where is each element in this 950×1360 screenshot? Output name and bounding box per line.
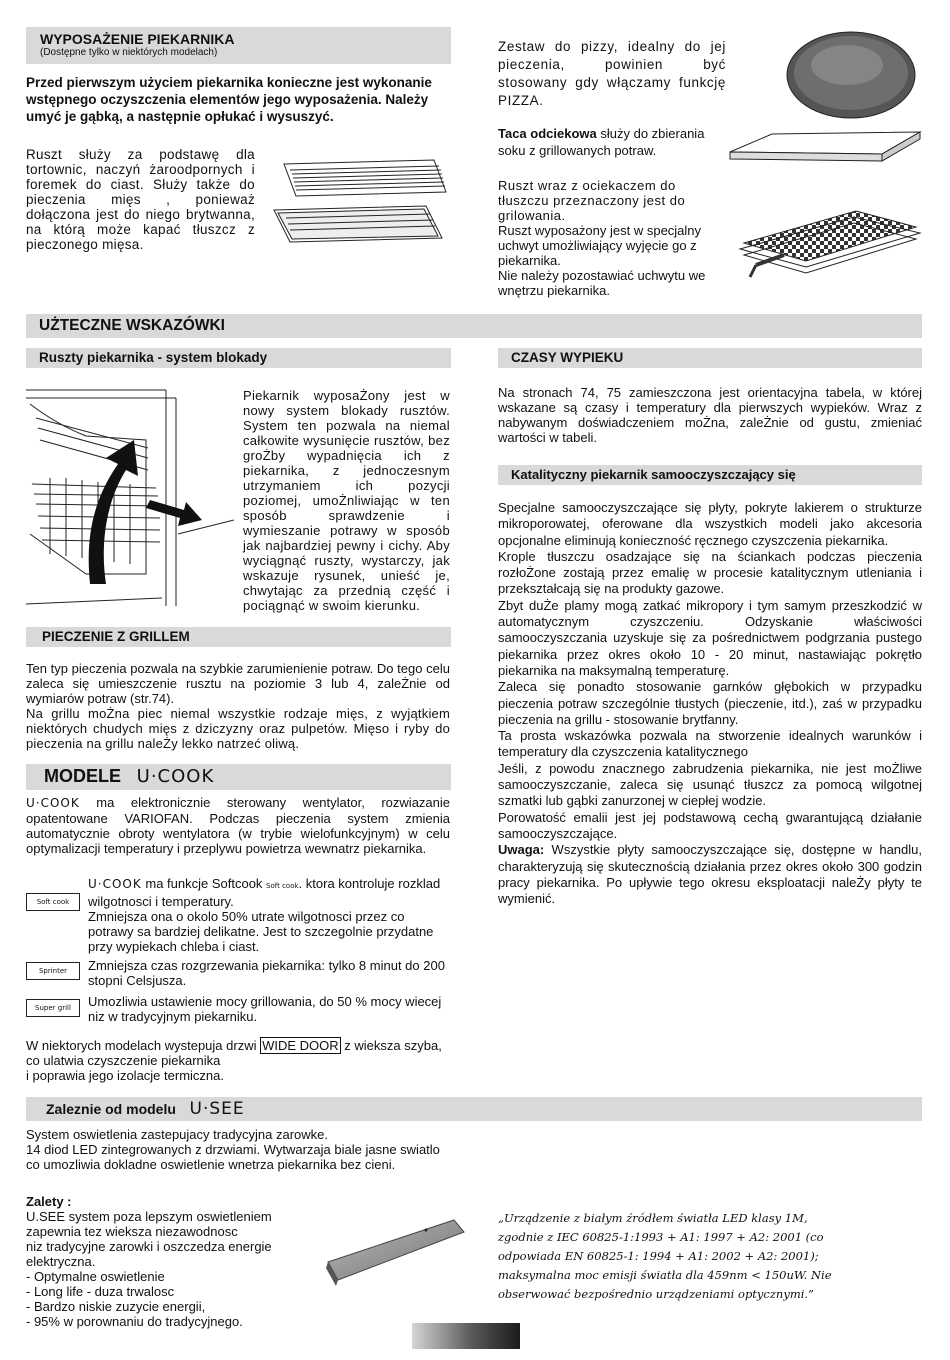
page-footer-tab <box>412 1323 520 1349</box>
catalytic-text-4: Zaleca się ponadto stosowanie garnków głębokich w przypadku pieczenia potraw szczególnie tłustych (pieczenie, itd.), zaś w przypadku pieczenia na grillu - stosowanie brytfanny. <box>498 679 922 727</box>
models-intro-text: ma elektronicznie sterowany wentylator, rozwiazanie opatentowane VARIOFAN. Podczas pieczenia system zmienia automatycznie obroty wentylatora (w trybie wielofunkcyjnym) w celu optymalizacji temperatury i przeplywu powietrza wewnatrz piekarnika. <box>26 795 450 856</box>
grill-text-1: Ten typ pieczenia pozwala na szybkie zarumienienie potraw. Do tego celu zaleca się umieszczenie rusztu na poziomie 3 lub 4, zaleŻnie od wymiarów potraw (str.74). <box>26 661 450 706</box>
usee-advantage: - Long life - duza trwalosc <box>26 1284 175 1299</box>
wide-door-text-c: i poprawia jego izolacje termiczna. <box>26 1068 224 1083</box>
rack-text-1: Ruszt wraz z ociekaczem do tłuszczu przeznaczony jest do grilowania. <box>498 178 686 223</box>
sprinter-icon <box>26 962 80 980</box>
usee-advantage: U.SEE system poza lepszym oswietleniem zapewnia tez wieksza niezawodnosc <box>26 1209 272 1239</box>
catalytic-text-3: Zbyt duŻe plamy mogą zatkać mikropory i tym samym przeszkodzić w automatycznym czyszczeniu. Odzyskanie właściwości samooczyszczania uzyskuje się za pośrednictwem podgrzania pustego piekarnika przez okres około 10 - 20 minut, nastawiając pokrętło piekarnika na maksymalną temperaturę. <box>498 597 922 678</box>
equipment-header <box>26 27 451 64</box>
softcook-icon-label: Soft cook <box>36 898 70 906</box>
usee-advantage: - Optymalne oswietlenie <box>26 1269 165 1284</box>
tips-title: UŻTECZNE WSKAZÓWKI <box>39 317 225 334</box>
led-strip-illustration <box>326 1212 466 1288</box>
usee-title: Zaleznie od modelu <box>46 1101 176 1117</box>
usee-logo: U·SEE <box>189 1099 245 1119</box>
oven-rack-lock-illustration <box>26 384 234 606</box>
catalytic-text-7: Porowatość emalii jest jej podstawową cechą gwarantującą działanie samooczyszczające. <box>498 809 922 841</box>
pizza-text: Zestaw do pizzy, idealny do jej pieczenia, powinien być stosowany gdy włączamy funkcję PIZZA. <box>498 39 726 108</box>
softcook-text-a: ma funkcje Softcook <box>141 876 267 891</box>
pizza-tray-illustration <box>781 27 921 123</box>
grill-title: PIECZENIE Z GRILLEM <box>42 629 190 644</box>
softcook-inline-icon: Soft cook <box>266 882 299 890</box>
catalytic-text-5: Ta prosta wskazówka pozwala na stworzenie idealnych warunków i temperatury dla czyszczenia katalitycznego <box>498 728 922 760</box>
softcook-text <box>88 876 450 954</box>
led-safety-quote: „Urządzenie z białym źródłem światła LED klasy 1M, zgodnie z IEC 60825-1:1993 + A1: 1997 + A2: 2001 (co odpowiada EN 60825-1: 1994 + A1: 2002 + A2: 2001); maksymalna moc emisji światła dla 459nm < 150uW. Nie obserwować bezpośrednio urządzeniami optycznymi.” <box>498 1211 832 1301</box>
rack-text <box>498 178 728 298</box>
usee-text-1: System oswietlenia zastepujacy tradycyjna zarowke. <box>26 1127 329 1142</box>
drip-tray-text <box>498 125 728 159</box>
rack-text-2: Ruszt wyposażony jest w specjalny uchwyt umożliwiający wyjęcie go z piekarnika. <box>498 223 702 268</box>
rack-with-handle-illustration <box>736 205 922 287</box>
catalytic-text-6: Jeśli, z powodu znacznego zabrudzenia piekarnika, nie jest moŻliwe samooczyszczanie, zaleca się usunąć tłuszcz za pomocą wilgotnej szmatki lub gąbki zanurzonej w ciepłej wodzie. <box>498 760 922 809</box>
grid-illustration <box>266 152 452 252</box>
usee-advantage: - Bardzo niskie zuzycie energii, <box>26 1299 206 1314</box>
supergrill-icon <box>26 999 80 1017</box>
equipment-subtitle: (Dostępne tylko w niektórych modelach) <box>40 47 218 58</box>
times-title: CZASY WYPIEKU <box>511 350 624 365</box>
wide-door-label: WIDE DOOR <box>262 1038 339 1053</box>
ucook-logo: U·COOK <box>136 766 215 787</box>
models-title: MODELE <box>44 766 122 786</box>
grid-text: Ruszt służy za podstawę dla tortownic, naczyń żaroodpornych i foremek do ciast. Służy także do pieczenia mięs , ponieważ dołączona jest do niego brytwanna, na którą może kapać tłuszcz z pieczonego mięsa. <box>26 147 255 252</box>
softcook-text-c: Zmniejsza ona o okolo 50% utrate wilgotnosci przez co potrawy sa bardziej delikatne. Jest to szczegolnie przydatne przy wypiekach chleba i ciast. <box>88 909 434 954</box>
drip-tray-label: Taca odciekowa <box>498 126 597 141</box>
catalytic-warning <box>498 842 922 907</box>
catalytic-text <box>498 500 922 907</box>
usee-text-2: 14 diod LED zintegrowanych z drzwiami. Wytwarzaja biale jasne swiatlo co umozliwia dokladne oswietlenie wnetrza piekarnika bez cieni. <box>26 1142 440 1172</box>
usee-advantage: - 95% w porownaniu do tradycyjnego. <box>26 1314 243 1329</box>
grill-header <box>26 627 451 647</box>
lock-header <box>26 348 451 368</box>
drip-tray-illustration <box>728 128 924 174</box>
drip-tray-desc: służy do zbierania soku z grillowanych potraw. <box>498 126 705 158</box>
equipment-title: WYPOSAŻENIE PIEKARNIKA <box>40 31 235 47</box>
usee-advantages-title: Zalety : <box>26 1194 72 1209</box>
models-header <box>26 764 451 790</box>
softcook-text-b: . ktora kontroluje rozklad wilgotnosci i temperatury. <box>88 876 441 909</box>
equipment-intro: Przed pierwszym użyciem piekarnika konieczne jest wykonanie wstępnego oczyszczenia elementów jego wyposażenia. Należy umyć je gąbką, a następnie opłukać i wysuszyć. <box>26 75 432 124</box>
rack-text-3: Nie należy pozostawiać uchwytu we wnętrzu piekarnika. <box>498 268 706 298</box>
usee-advantage: niz tradycyjne zarowki i oszczedza energie elektryczna. <box>26 1239 272 1269</box>
usee-header <box>26 1097 922 1121</box>
catalytic-title: Katalityczny piekarnik samooczyszczający się <box>511 467 796 482</box>
usee-text <box>26 1127 450 1172</box>
catalytic-text-2: Krople tłuszczu osadzające się na ściankach podczas pieczenia rozłoŻone zostają przez emalię w procesie katalitycznym utleniania i przekształcają się na produkty gazowe. <box>498 548 922 597</box>
wide-door-text-a: W niektorych modelach wystepuja drzwi <box>26 1038 261 1053</box>
sprinter-text: Zmniejsza czas rozgrzewania piekarnika: tylko 8 minut do 200 stopni Celsjusza. <box>88 958 445 988</box>
times-text: Na stronach 74, 75 zamieszczona jest orientacyjna tabela, w której wskazane są czasy i temperatury dla pierwszych wypieków. Wraz z nabywanym doświadczeniem moŻna, zaleŻnie od gustu, zmieniać wartości w tabeli. <box>498 385 922 445</box>
supergrill-icon-label: Super grill <box>35 1004 71 1012</box>
grill-text <box>26 661 450 751</box>
models-intro <box>26 795 450 856</box>
catalytic-warning-label: Uwaga: <box>498 842 545 858</box>
catalytic-header <box>498 465 922 485</box>
supergrill-text: Umozliwia ustawienie mocy grillowania, do 50 % mocy wiecej niz w tradycyjnym piekarniku. <box>88 994 442 1024</box>
usee-advantages <box>26 1209 316 1329</box>
ucook-inline-logo: U·COOK <box>26 796 80 810</box>
catalytic-text-1: Specjalne samooczyszczające się płyty, pokryte lakierem o strukturze mikroporowatej, oferowane dla wszystkich modeli jako akcesoria opcjonalne eliminują konieczność ręcznego czyszczenia piekarnika. <box>498 500 922 548</box>
softcook-icon <box>26 893 80 911</box>
wide-door-text <box>26 1038 450 1083</box>
lock-text: Piekarnik wyposaŻony jest w nowy system blokady rusztów. System ten pozwala na niemal całkowite wysunięcie rusztów, bez groŻby wypadnięcia ich z piekarnika, z jednoczesnym utrzymaniem ich pozycji poziomej, umoŻnliwiając w ten sposób sprawdzenie i wymieszanie potrawy w sposób jak najbardziej pewny i cichy. Aby wyciągnąć ruszty, wystarczy, jak wskazuje rysunek, unieść je, chwytając za przednią część i pociągnąć w swoim kierunku. <box>243 388 450 613</box>
ucook-softcook-logo: U·COOK <box>88 877 142 891</box>
times-header <box>498 348 922 368</box>
sprinter-icon-label: Sprinter <box>38 967 68 975</box>
grill-text-2: Na grillu moŻna piec niemal wszystkie rodzaje mięs, z wyjątkiem niektórych chudych mięs z dziczyzny oraz pulpetów. Mięso i ryby do pieczenia na grillu naleŻy lekko natrzeć oliwą. <box>26 706 450 751</box>
catalytic-warning-text: Wszystkie płyty samooczyszczające się, dostępne w handlu, charakteryzują się skutecznością działania przez okres około 300 godzin pracy piekarnika. Po upływie tego okresu eksploatacji naleŻy płyty te wymienić. <box>498 842 922 907</box>
lock-title: Ruszty piekarnika - system blokady <box>39 350 268 365</box>
tips-header <box>26 314 922 338</box>
wide-door-text-b: z wieksza szyba, co ulatwia czyszczenie piekarnika <box>26 1038 442 1068</box>
